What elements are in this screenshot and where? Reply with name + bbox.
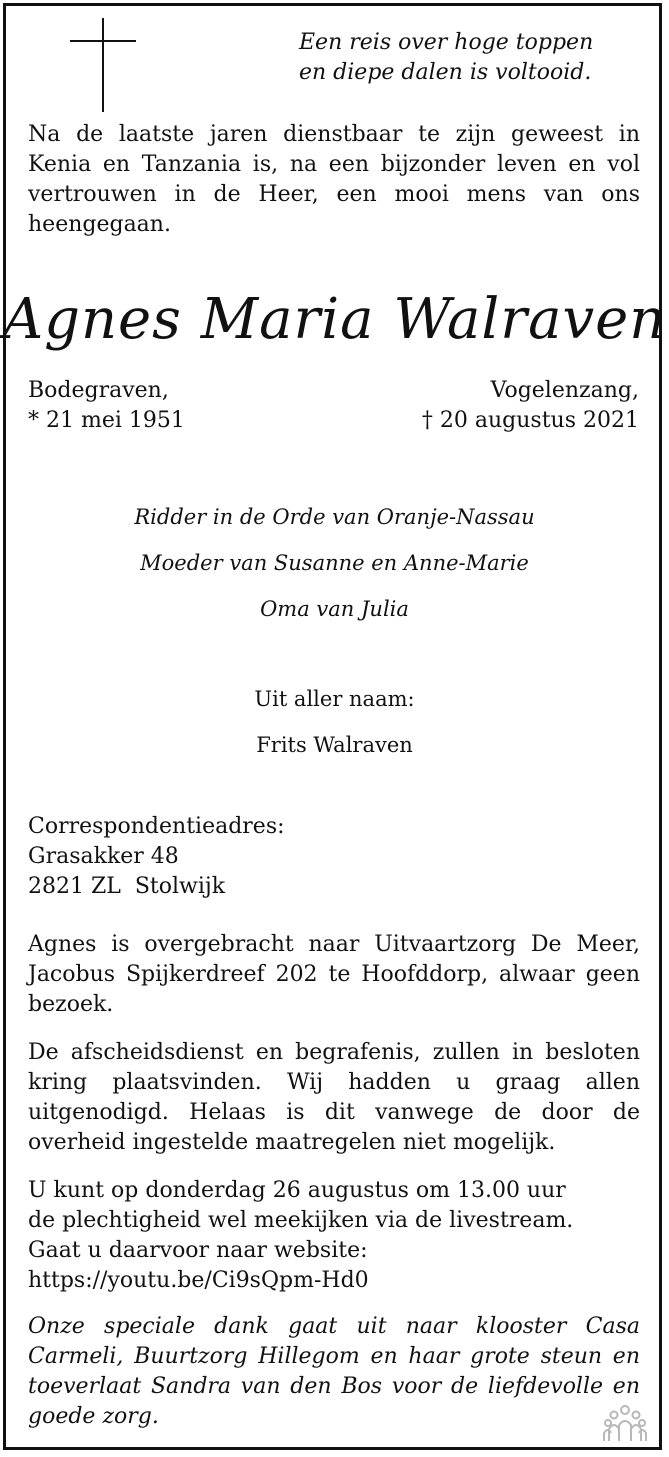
people-group-logo [603,1403,647,1443]
address-street: Grasakker 48 [28,844,179,869]
thanks-paragraph: Onze speciale dank gaat uit naar klooster Casa Carmeli, Buurtzorg Hillegom en haar grote steun en toeverlaat Sandra van den Bos voor de liefdevolle en goede zorg. [28,1314,640,1429]
motto [243,28,603,88]
death-info [422,376,639,436]
signoff [0,676,669,768]
signoff-label: Uit aller naam: [254,687,415,711]
intro-text: Na de laatste jaren dienstbaar te zijn geweest in Kenia en Tanzania is, na een bijzonder leven en vol vertrouwen in de Heer, een mooi mens van ons heengegaan. [28,122,640,237]
motto-line-1: Een reis over hoge toppen [299,30,594,55]
livestream-line: de plechtigheid wel meekijken via de livestream. [28,1208,574,1233]
livestream-paragraph [28,1176,640,1296]
service-paragraph: De afscheidsdienst en begrafenis, zullen in besloten kring plaatsvinden. Wij hadden u graag allen uitgenodigd. Helaas is dit vanwege de door de overheid ingestelde maatregelen niet mogelijk. [28,1040,640,1155]
title-line: Ridder in de Orde van Oranje-Nassau [134,505,535,529]
deceased-name: Agnes Maria Walraven [2,287,667,352]
birth-info [28,376,185,436]
family-titles [0,494,669,632]
birth-date: * 21 mei 1951 [28,408,185,433]
birth-place: Bodegraven, [28,378,169,403]
livestream-line: U kunt op donderdag 26 augustus om 13.00 uur [28,1178,566,1203]
death-date: † 20 augustus 2021 [421,408,639,433]
signoff-name: Frits Walraven [256,733,413,757]
address-city: 2821 ZL Stolwijk [28,874,226,899]
livestream-link[interactable]: https://youtu.be/Ci9sQpm-Hd0 [28,1268,369,1293]
address-label: Correspondentieadres: [28,814,285,839]
correspondence-address [28,812,285,902]
transfer-paragraph: Agnes is overgebracht naar Uitvaartzorg De Meer, Jacobus Spijkerdreef 202 te Hoofddorp, alwaar geen bezoek. [28,932,640,1017]
cross-icon [70,18,136,112]
livestream-line: Gaat u daarvoor naar website: [28,1238,368,1263]
title-line: Oma van Julia [260,597,409,621]
motto-line-2: en diepe dalen is voltooid. [299,60,592,85]
title-line: Moeder van Susanne en Anne-Marie [140,551,529,575]
death-place: Vogelenzang, [490,378,639,403]
